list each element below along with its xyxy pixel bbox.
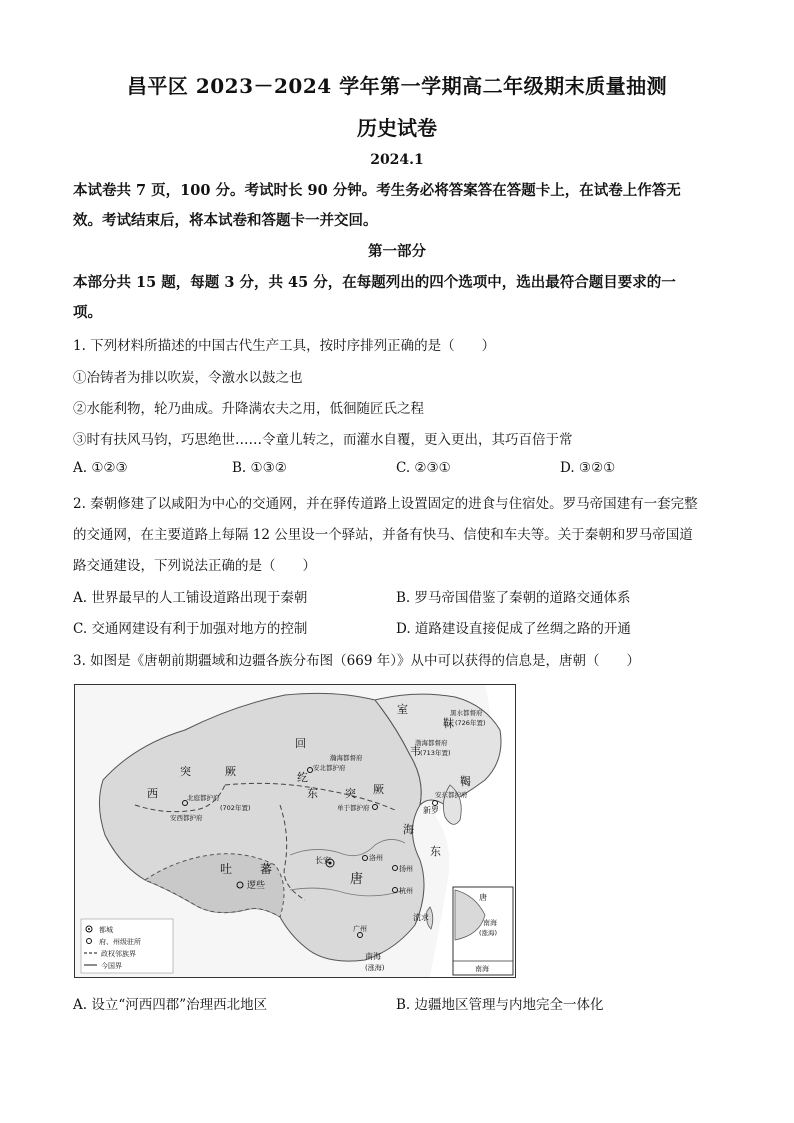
instructions-line-1: 本试卷共 7 页，100 分。考试时长 90 分钟。考生务必将答案答在答题卡上，在试卷上作答无 <box>73 182 681 199</box>
q3-option-b[interactable]: B. 边疆地区管理与内地完全一体化 <box>396 997 604 1013</box>
label-zhuhai: (涨海) <box>365 964 385 972</box>
label-tubo-1: 吐 <box>220 862 233 876</box>
part-title: 第一部分 <box>368 243 426 260</box>
exam-date: 2024.1 <box>370 152 424 168</box>
label-heishui: 黑水都督府 <box>450 709 483 717</box>
part-desc-line-1: 本部分共 15 题，每题 3 分，共 45 分，在每题列出的四个选项中，选出最符合题目要求的一 <box>73 274 676 291</box>
q2-stem-line-1: 2. 秦朝修建了以咸阳为中心的交通网，并在驿传道路上设置固定的进食与住宿处。罗马帝国建有一套完整 <box>73 496 698 512</box>
label-tu2: 突 <box>345 787 356 800</box>
q2-option-c[interactable]: C. 交通网建设有利于加强对地方的控制 <box>73 621 308 637</box>
label-dong2: 东 <box>430 845 441 858</box>
label-hangzhou: 杭州 <box>399 887 413 895</box>
label-beiting: 北庭都护府 <box>187 794 220 802</box>
q1-material-1: ①冶铸者为排以吹炭，令激水以鼓之也 <box>73 370 303 386</box>
q3-stem: 3. 如图是《唐朝前期疆域和边疆各族分布图（669 年）》从中可以获得的信息是，唐朝（ ） <box>73 653 640 669</box>
q2-option-b[interactable]: B. 罗马帝国借鉴了秦朝的道路交通体系 <box>396 590 631 606</box>
label-bohai: 渤海都督府 <box>415 739 448 747</box>
label-guangzhou: 广州 <box>353 925 367 933</box>
inset-label-tang: 唐 <box>479 893 487 902</box>
inset-label-nanhai: 南海 <box>483 919 497 927</box>
label-hui: 回 <box>295 737 306 750</box>
q2-option-d[interactable]: D. 道路建设直接促成了丝绸之路的开通 <box>396 621 631 637</box>
q1-material-2: ②水能利物，轮乃曲成。升降满农夫之用，低徊随匠氏之程 <box>73 401 424 417</box>
label-he: 鞨 <box>460 775 471 788</box>
instructions-line-2: 效。考试结束后，将本试卷和答题卡一并交回。 <box>73 212 378 229</box>
label-wei: 韦 <box>410 745 421 758</box>
q2-stem-line-3: 路交通建设，下列说法正确的是（ ） <box>73 558 316 574</box>
legend-prefecture: 府、州级驻所 <box>99 938 141 946</box>
q3-option-a[interactable]: A. 设立“河西四郡”治理西北地区 <box>73 997 268 1013</box>
label-anbei: 安北都护府 <box>313 764 346 772</box>
label-tang: 唐 <box>350 872 364 887</box>
label-hanhai: 瀚海都督府 <box>330 754 363 762</box>
legend-capital-dot <box>88 928 90 930</box>
label-beiting-year: (702年置) <box>220 804 251 812</box>
q1-option-a[interactable]: A. ①②③ <box>73 460 128 476</box>
exam-subject: 历史试卷 <box>357 116 437 140</box>
label-luoxie: 逻些 <box>247 881 266 891</box>
q1-option-c[interactable]: C. ②③① <box>396 460 451 476</box>
label-bohai-year: (713年置) <box>420 749 451 757</box>
label-he2: 纥 <box>297 771 308 784</box>
label-xi: 西 <box>147 787 158 800</box>
q1-stem: 1. 下列材料所描述的中国古代生产工具，按时序排列正确的是（ ） <box>73 338 496 354</box>
label-nanhai: 南海 <box>365 952 381 961</box>
exam-title: 昌平区 2023－2024 学年第一学期高二年级期末质量抽测 <box>126 74 668 98</box>
label-xinluo: 新罗 <box>423 806 439 815</box>
label-anxi: 安西都护府 <box>170 814 203 822</box>
label-tubo-2: 蕃 <box>260 862 273 876</box>
label-jue: 厥 <box>225 765 236 778</box>
label-liuqiu: 流求 <box>413 913 429 922</box>
label-yangzhou: 扬州 <box>399 865 413 873</box>
label-andong: 安东都护府 <box>435 791 468 799</box>
q1-option-b[interactable]: B. ①③② <box>232 460 287 476</box>
inset-label-zhuhai: (涨海) <box>479 929 498 937</box>
label-tu: 突 <box>180 765 191 778</box>
legend-capital: 都城 <box>99 926 113 934</box>
label-hai: 海 <box>403 823 414 836</box>
label-mohe: 靺 <box>443 717 454 730</box>
legend-modern: 今国界 <box>101 962 122 970</box>
label-jue2: 厥 <box>373 783 384 796</box>
label-shi: 室 <box>397 703 408 716</box>
map-svg <box>75 685 515 977</box>
q1-option-d[interactable]: D. ③②① <box>560 460 616 476</box>
q1-material-3: ③时有扶风马钧，巧思绝世……令童儿转之，而灌水自覆，更入更出，其巧百倍于常 <box>73 432 573 448</box>
legend-boundary: 政权邻族界 <box>101 950 136 958</box>
label-luozhou: 洛州 <box>369 854 383 862</box>
label-chanyu: 单于都护府 <box>337 804 370 812</box>
label-dong: 东 <box>307 787 318 800</box>
q2-option-a[interactable]: A. 世界最早的人工铺设道路出现于秦朝 <box>73 590 308 606</box>
label-heishui-year: (726年置) <box>455 719 486 727</box>
tang-territory-map <box>74 684 516 978</box>
label-chang-an: 长安 <box>315 856 331 865</box>
part-desc-line-2: 项。 <box>73 304 102 321</box>
inset-label-foot: 南海 <box>475 965 489 973</box>
q2-stem-line-2: 的交通网，在主要道路上每隔 12 公里设一个驿站，并备有快马、信使和车夫等。关于秦朝和罗马帝国道 <box>73 527 693 543</box>
